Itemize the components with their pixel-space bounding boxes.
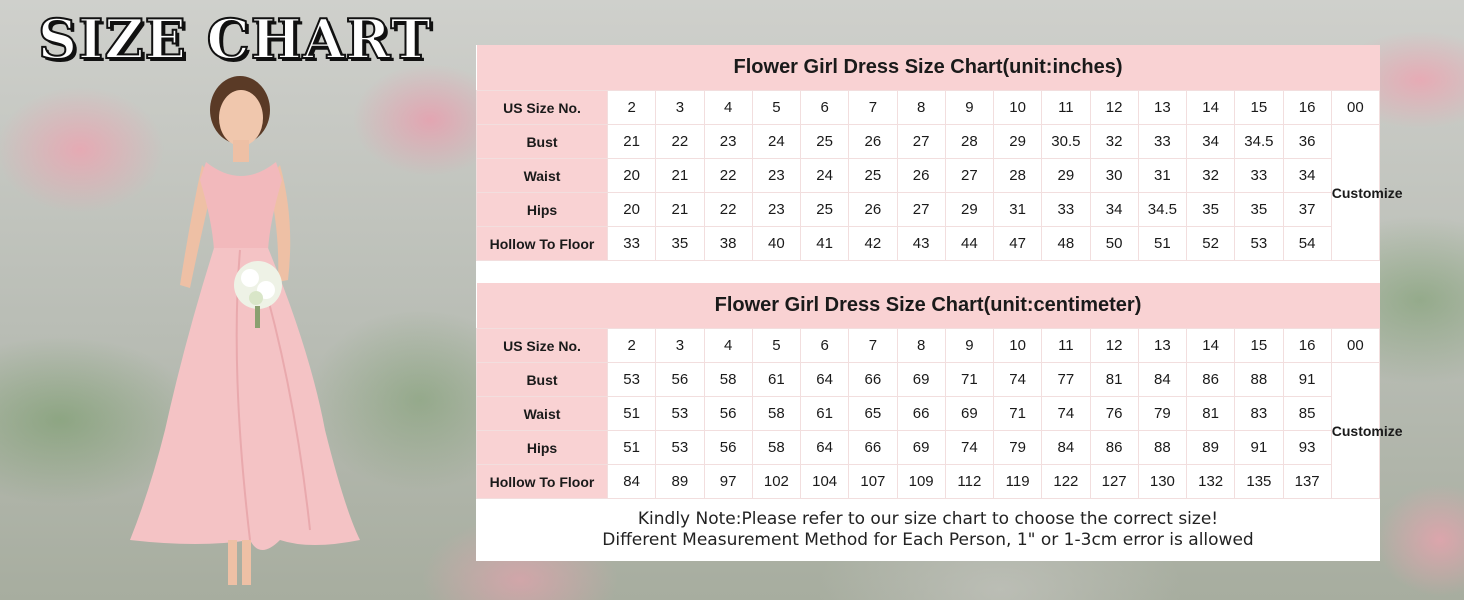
table-caption: Flower Girl Dress Size Chart(unit:inches) — [477, 45, 1380, 91]
size-cell: 15 — [1235, 91, 1283, 125]
table-row — [477, 193, 1380, 227]
table-cell: 50 — [1090, 227, 1138, 261]
table-cell: 29 — [994, 125, 1042, 159]
table-cell: 24 — [801, 159, 849, 193]
size-cell: 12 — [1090, 91, 1138, 125]
size-cell: 5 — [752, 329, 800, 363]
table-cell: 30 — [1090, 159, 1138, 193]
table-cell: 69 — [945, 397, 993, 431]
table-cell: 27 — [897, 125, 945, 159]
table-cell: 34 — [1283, 159, 1331, 193]
table-cell: 79 — [994, 431, 1042, 465]
table-cell: 43 — [897, 227, 945, 261]
size-cell: 16 — [1283, 329, 1331, 363]
table-cell: 112 — [945, 465, 993, 499]
size-cell: 5 — [752, 91, 800, 125]
table-cell: 21 — [608, 125, 656, 159]
table-cell: 22 — [656, 125, 704, 159]
table-cell: 58 — [752, 397, 800, 431]
note-line-1: Kindly Note:Please refer to our size chart to choose the correct size! — [637, 508, 1219, 529]
table-cell: 36 — [1283, 125, 1331, 159]
customize-cell: Customize — [1331, 363, 1379, 499]
size-cell: 7 — [849, 91, 897, 125]
table-cell: 66 — [849, 431, 897, 465]
table-cell: 21 — [656, 193, 704, 227]
table-cell: 119 — [994, 465, 1042, 499]
table-row — [477, 397, 1380, 431]
table-cell: 83 — [1235, 397, 1283, 431]
size-cell: 11 — [1042, 329, 1090, 363]
table-cell: 84 — [1138, 363, 1186, 397]
table-row — [477, 227, 1380, 261]
size-table-centimeter — [476, 283, 1403, 499]
table-cell: 61 — [801, 397, 849, 431]
size-cell: 3 — [656, 329, 704, 363]
row-label: Waist — [477, 397, 608, 431]
size-cell: 6 — [801, 329, 849, 363]
size-cell: 3 — [656, 91, 704, 125]
note-line-2: Different Measurement Method for Each Person, 1" or 1-3cm error is allowed — [602, 530, 1254, 550]
row-label: Bust — [477, 125, 608, 159]
table-cell: 34.5 — [1138, 193, 1186, 227]
table-cell: 89 — [1187, 431, 1235, 465]
table-cell: 76 — [1090, 397, 1138, 431]
table-cell: 28 — [994, 159, 1042, 193]
size-label: US Size No. — [477, 329, 608, 363]
table-cell: 58 — [704, 363, 752, 397]
size-cell: 14 — [1187, 91, 1235, 125]
size-cell: 13 — [1138, 91, 1186, 125]
table-cell: 109 — [897, 465, 945, 499]
table-cell: 27 — [945, 159, 993, 193]
table-row — [477, 159, 1380, 193]
table-cell: 65 — [849, 397, 897, 431]
table-cell: 97 — [704, 465, 752, 499]
size-cell: 4 — [704, 91, 752, 125]
table-cell: 81 — [1187, 397, 1235, 431]
size-cell: 8 — [897, 329, 945, 363]
table-cell: 86 — [1187, 363, 1235, 397]
table-cell: 34 — [1090, 193, 1138, 227]
table-cell: 21 — [656, 159, 704, 193]
table-cell: 85 — [1283, 397, 1331, 431]
table-cell: 25 — [849, 159, 897, 193]
table-cell: 69 — [897, 431, 945, 465]
table-cell: 132 — [1187, 465, 1235, 499]
table-gap — [476, 261, 1380, 283]
row-label: Hips — [477, 193, 608, 227]
table-cell: 86 — [1090, 431, 1138, 465]
model-photo — [110, 70, 390, 595]
size-note — [476, 499, 1380, 561]
row-label: Hollow To Floor — [477, 227, 608, 261]
size-cell: 9 — [945, 329, 993, 363]
table-cell: 44 — [945, 227, 993, 261]
table-cell: 56 — [704, 397, 752, 431]
table-cell: 79 — [1138, 397, 1186, 431]
size-cell: 9 — [945, 91, 993, 125]
table-row — [477, 91, 1380, 125]
table-cell: 25 — [801, 125, 849, 159]
table-cell: 23 — [752, 193, 800, 227]
table-row — [477, 363, 1380, 397]
table-cell: 34.5 — [1235, 125, 1283, 159]
table-cell: 56 — [656, 363, 704, 397]
table-cell: 53 — [608, 363, 656, 397]
table-cell: 88 — [1138, 431, 1186, 465]
page-title: SIZE CHART — [38, 7, 432, 71]
table-cell: 23 — [752, 159, 800, 193]
table-cell: 26 — [849, 125, 897, 159]
table-cell: 27 — [897, 193, 945, 227]
table-cell: 135 — [1235, 465, 1283, 499]
table-cell: 61 — [752, 363, 800, 397]
table-cell: 54 — [1283, 227, 1331, 261]
table-cell: 41 — [801, 227, 849, 261]
table-cell: 137 — [1283, 465, 1331, 499]
table-cell: 20 — [608, 159, 656, 193]
size-cell: 7 — [849, 329, 897, 363]
table-cell: 71 — [945, 363, 993, 397]
table-cell: 48 — [1042, 227, 1090, 261]
table-cell: 38 — [704, 227, 752, 261]
table-cell: 53 — [656, 397, 704, 431]
table-cell: 42 — [849, 227, 897, 261]
table-cell: 35 — [1235, 193, 1283, 227]
size-cell: 14 — [1187, 329, 1235, 363]
table-cell: 66 — [849, 363, 897, 397]
row-label: Hollow To Floor — [477, 465, 608, 499]
table-cell: 71 — [994, 397, 1042, 431]
table-caption: Flower Girl Dress Size Chart(unit:centimeter) — [477, 283, 1380, 329]
size-cell: 00 — [1331, 91, 1379, 125]
size-cell: 4 — [704, 329, 752, 363]
size-cell: 16 — [1283, 91, 1331, 125]
table-cell: 35 — [656, 227, 704, 261]
size-cell: 6 — [801, 91, 849, 125]
table-cell: 52 — [1187, 227, 1235, 261]
size-cell: 11 — [1042, 91, 1090, 125]
table-cell: 58 — [752, 431, 800, 465]
table-cell: 26 — [849, 193, 897, 227]
table-cell: 107 — [849, 465, 897, 499]
table-cell: 66 — [897, 397, 945, 431]
table-cell: 74 — [945, 431, 993, 465]
table-cell: 51 — [608, 397, 656, 431]
table-cell: 33 — [1138, 125, 1186, 159]
table-cell: 31 — [994, 193, 1042, 227]
table-cell: 122 — [1042, 465, 1090, 499]
size-cell: 13 — [1138, 329, 1186, 363]
table-cell: 20 — [608, 193, 656, 227]
table-cell: 37 — [1283, 193, 1331, 227]
table-cell: 89 — [656, 465, 704, 499]
size-table-inches — [476, 45, 1403, 261]
size-cell: 00 — [1331, 329, 1379, 363]
size-cell: 10 — [994, 329, 1042, 363]
table-cell: 104 — [801, 465, 849, 499]
table-cell: 56 — [704, 431, 752, 465]
table-cell: 74 — [1042, 397, 1090, 431]
table-cell: 53 — [1235, 227, 1283, 261]
table-row — [477, 329, 1380, 363]
table-cell: 29 — [945, 193, 993, 227]
table-cell: 102 — [752, 465, 800, 499]
table-cell: 26 — [897, 159, 945, 193]
table-cell: 127 — [1090, 465, 1138, 499]
table-cell: 81 — [1090, 363, 1138, 397]
table-cell: 34 — [1187, 125, 1235, 159]
size-cell: 10 — [994, 91, 1042, 125]
table-cell: 25 — [801, 193, 849, 227]
table-cell: 28 — [945, 125, 993, 159]
size-cell: 2 — [608, 91, 656, 125]
table-row — [477, 465, 1380, 499]
table-cell: 32 — [1090, 125, 1138, 159]
table-cell: 22 — [704, 193, 752, 227]
table-cell: 35 — [1187, 193, 1235, 227]
table-cell: 69 — [897, 363, 945, 397]
table-cell: 22 — [704, 159, 752, 193]
table-cell: 91 — [1283, 363, 1331, 397]
size-label: US Size No. — [477, 91, 608, 125]
size-cell: 8 — [897, 91, 945, 125]
table-cell: 30.5 — [1042, 125, 1090, 159]
table-cell: 64 — [801, 431, 849, 465]
table-cell: 32 — [1187, 159, 1235, 193]
table-cell: 77 — [1042, 363, 1090, 397]
table-cell: 53 — [656, 431, 704, 465]
size-cell: 15 — [1235, 329, 1283, 363]
customize-cell: Customize — [1331, 125, 1379, 261]
table-cell: 47 — [994, 227, 1042, 261]
table-cell: 23 — [704, 125, 752, 159]
table-cell: 31 — [1138, 159, 1186, 193]
table-cell: 51 — [1138, 227, 1186, 261]
table-cell: 33 — [1235, 159, 1283, 193]
size-cell: 2 — [608, 329, 656, 363]
table-cell: 93 — [1283, 431, 1331, 465]
table-row — [477, 125, 1380, 159]
table-cell: 84 — [1042, 431, 1090, 465]
size-chart-panel — [476, 45, 1403, 561]
table-row — [477, 431, 1380, 465]
row-label: Waist — [477, 159, 608, 193]
table-cell: 33 — [608, 227, 656, 261]
row-label: Hips — [477, 431, 608, 465]
table-cell: 64 — [801, 363, 849, 397]
table-cell: 33 — [1042, 193, 1090, 227]
table-cell: 40 — [752, 227, 800, 261]
table-cell: 74 — [994, 363, 1042, 397]
table-cell: 88 — [1235, 363, 1283, 397]
table-cell: 24 — [752, 125, 800, 159]
table-cell: 51 — [608, 431, 656, 465]
row-label: Bust — [477, 363, 608, 397]
size-cell: 12 — [1090, 329, 1138, 363]
table-cell: 29 — [1042, 159, 1090, 193]
table-cell: 91 — [1235, 431, 1283, 465]
table-cell: 130 — [1138, 465, 1186, 499]
table-cell: 84 — [608, 465, 656, 499]
